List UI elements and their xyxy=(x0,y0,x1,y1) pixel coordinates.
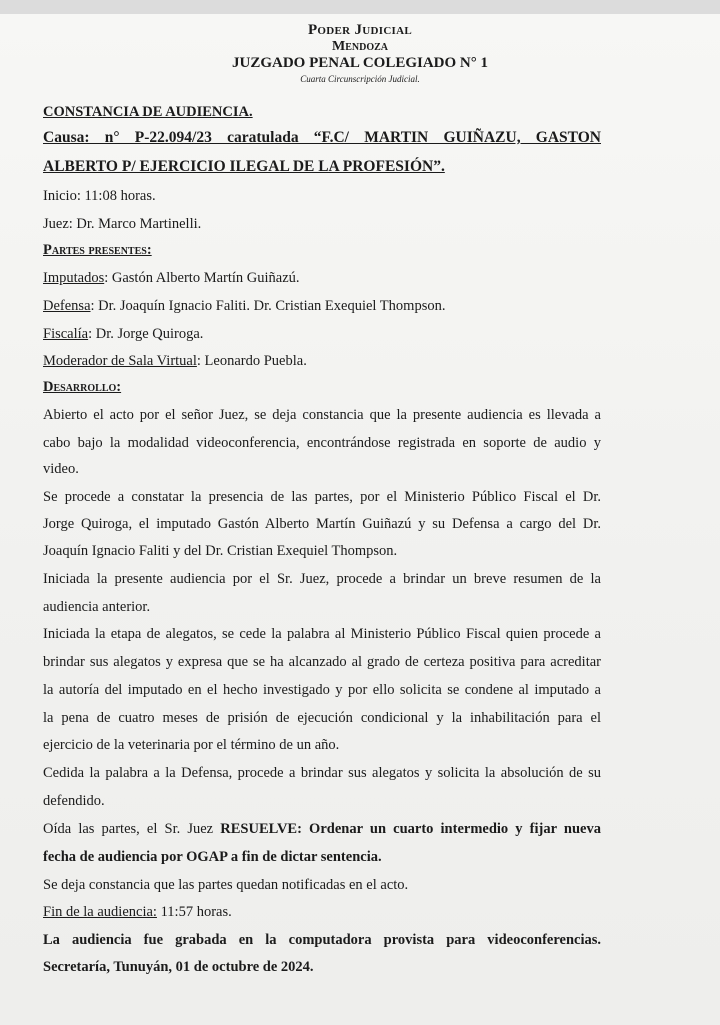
paragraph-line: ejercicio de la veterinaria por el término de un año. xyxy=(43,737,340,753)
paragraph-line: cabo bajo la modalidad videoconferencia, encontrándose registrada en soporte de audio y xyxy=(43,435,601,451)
inicio-line: Inicio: 11:08 horas. xyxy=(43,188,156,204)
header-circunscripcion: Cuarta Circunscripción Judicial. xyxy=(300,74,420,84)
header-poder-judicial: Poder Judicial xyxy=(307,22,413,38)
notification-line: Se deja constancia que las partes quedan notificadas en el acto. xyxy=(43,877,409,893)
paragraph-line: Iniciada la etapa de alegatos, se cede la palabra al Ministerio Público Fiscal quien procede a xyxy=(43,626,601,642)
fiscalia-label: Fiscalía xyxy=(43,326,89,342)
imputados-label: Imputados xyxy=(43,270,105,286)
document-title: CONSTANCIA DE AUDIENCIA. xyxy=(43,104,253,120)
resolution-line-1 xyxy=(43,820,601,838)
defensa-line xyxy=(43,297,601,315)
imputados-value: : Gastón Alberto Martín Guiñazú. xyxy=(104,270,300,286)
juez-line: Juez: Dr. Marco Martinelli. xyxy=(43,216,202,232)
defensa-label: Defensa xyxy=(43,298,91,314)
causa-line-1: Causa: n° P-22.094/23 caratulada “F.C/ MARTIN GUIÑAZU, GASTON xyxy=(43,129,601,146)
paragraph-line: video. xyxy=(43,461,79,477)
paragraph-line: brindar sus alegatos y expresa que se ha alcanzado al grado de certeza positiva para acreditar xyxy=(43,654,601,670)
header-juzgado: JUZGADO PENAL COLEGIADO N° 1 xyxy=(231,55,489,71)
paragraph-line: Jorge Quiroga, el imputado Gastón Alberto Martín Guiñazú y su Defensa a cargo del Dr. xyxy=(43,516,601,532)
paragraph-line: audiencia anterior. xyxy=(43,599,151,615)
fiscalia-line xyxy=(43,325,601,343)
partes-heading: Partes presentes: xyxy=(43,242,152,258)
resolution-bold-1: RESUELVE: Ordenar un cuarto intermedio y fijar nueva xyxy=(220,821,601,837)
desarrollo-heading: Desarrollo: xyxy=(43,379,122,395)
closing-line-2: Secretaría, Tunuyán, 01 de octubre de 2024. xyxy=(43,959,314,975)
closing-line-1: La audiencia fue grabada en la computadora provista para videoconferencias. xyxy=(43,932,601,948)
fin-line xyxy=(43,903,601,921)
paragraph-line: defendido. xyxy=(43,793,105,809)
document-page xyxy=(0,14,720,1025)
causa-line-2: ALBERTO P/ EJERCICIO ILEGAL DE LA PROFESIÓN”. xyxy=(43,158,445,175)
paragraph-line: la pena de cuatro meses de prisión de ejecución condicional y la inhabilitación para el xyxy=(43,710,601,726)
moderador-line xyxy=(43,352,601,370)
moderador-label: Moderador de Sala Virtual xyxy=(43,353,197,369)
fiscalia-value: : Dr. Jorge Quiroga. xyxy=(88,326,204,342)
imputados-line xyxy=(43,269,601,287)
fin-label: Fin de la audiencia: xyxy=(43,904,157,920)
resolution-prefix: Oída las partes, el Sr. Juez xyxy=(43,821,221,837)
paragraph-line: Abierto el acto por el señor Juez, se deja constancia que la presente audiencia es llevada a xyxy=(43,407,601,423)
paragraph-line: la autoría del imputado en el hecho investigado y por ello solicita se condene al imputado a xyxy=(43,682,601,698)
resolution-line-2: fecha de audiencia por OGAP a fin de dictar sentencia. xyxy=(43,849,382,865)
paragraph-line: Iniciada la presente audiencia por el Sr. Juez, procede a brindar un breve resumen de la xyxy=(43,571,601,587)
moderador-value: : Leonardo Puebla. xyxy=(196,353,307,369)
defensa-value: : Dr. Joaquín Ignacio Faliti. Dr. Cristian Exequiel Thompson. xyxy=(90,298,446,314)
header-mendoza: Mendoza xyxy=(332,39,388,54)
paragraph-line: Joaquín Ignacio Faliti y del Dr. Cristian Exequiel Thompson. xyxy=(43,543,398,559)
paragraph-line: Cedida la palabra a la Defensa, procede a brindar sus alegatos y solicita la absolución de su xyxy=(43,765,601,781)
paragraph-line: Se procede a constatar la presencia de las partes, por el Ministerio Público Fiscal el Dr. xyxy=(43,489,601,505)
fin-value: 11:57 horas. xyxy=(156,904,232,920)
